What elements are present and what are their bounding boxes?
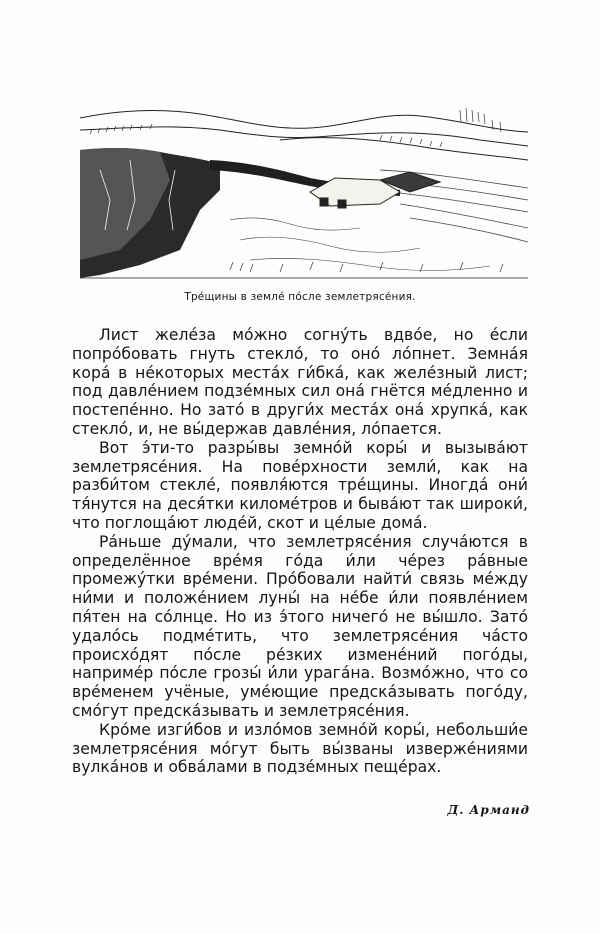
article-body (72, 326, 528, 777)
earthquake-illustration (80, 100, 528, 280)
paragraph: Лист желе́за мо́жно согну́ть вдво́е, но е́сли попро́бовать гнуть стекло́, то оно́ ло́пнет. Земна́я кора́ в не́которых места́х ги́бка́, как желе́зный лист; под давле́нием подзе́мных сил она́ гнётся ме́дленно и постепе́нно. Но зато́ в други́х места́х она́ хрупка́, как стекло́, и, не вы́держав давле́ния, ло́пается. (72, 326, 528, 438)
figure-caption: Тре́щины в земле́ по́сле землетрясе́ния. (184, 291, 416, 303)
author-signature: Д. Арманд (447, 803, 530, 817)
earthquake-cracks-illustration (80, 100, 528, 280)
paragraph: Кро́ме изги́бов и изло́мов земно́й коры́, небольши́е землетрясе́ния мо́гут быть вы́званы изверже́ниями вулка́нов и обва́лами в подзе́мных пеще́рах. (72, 720, 528, 777)
paragraph: Ра́ньше ду́мали, что землетрясе́ния случа́ются в определённое вре́мя го́да и́ли че́рез ра́вные промежу́тки вре́мени. Про́бовали найти́ связь ме́жду ни́ми и положе́нием луны́ на не́бе и́ли появле́нием пя́тен на со́лнце. Но из э́того ничего́ не вы́шло. Зато́ удало́сь подме́тить, что землетрясе́ния ча́сто происхо́дят по́сле ре́зких измене́ний пого́ды, наприме́р по́сле грозы́ и́ли урага́на. Возмо́жно, что со вре́менем учёные, уме́ющие предска́зывать пого́ду, смо́гут предска́зывать и землетрясе́ния. (72, 532, 528, 720)
paragraph: Вот э́ти-то разры́вы земно́й коры́ и вызыва́ют землетрясе́ния. На пове́рхности земли́, как на разби́том стекле́, появля́ются тре́щины. Иногда́ они́ тя́нутся на деся́тки киломе́тров и быва́ют так широки́, что поглоща́ют люде́й, скот и це́лые дома́. (72, 438, 528, 532)
